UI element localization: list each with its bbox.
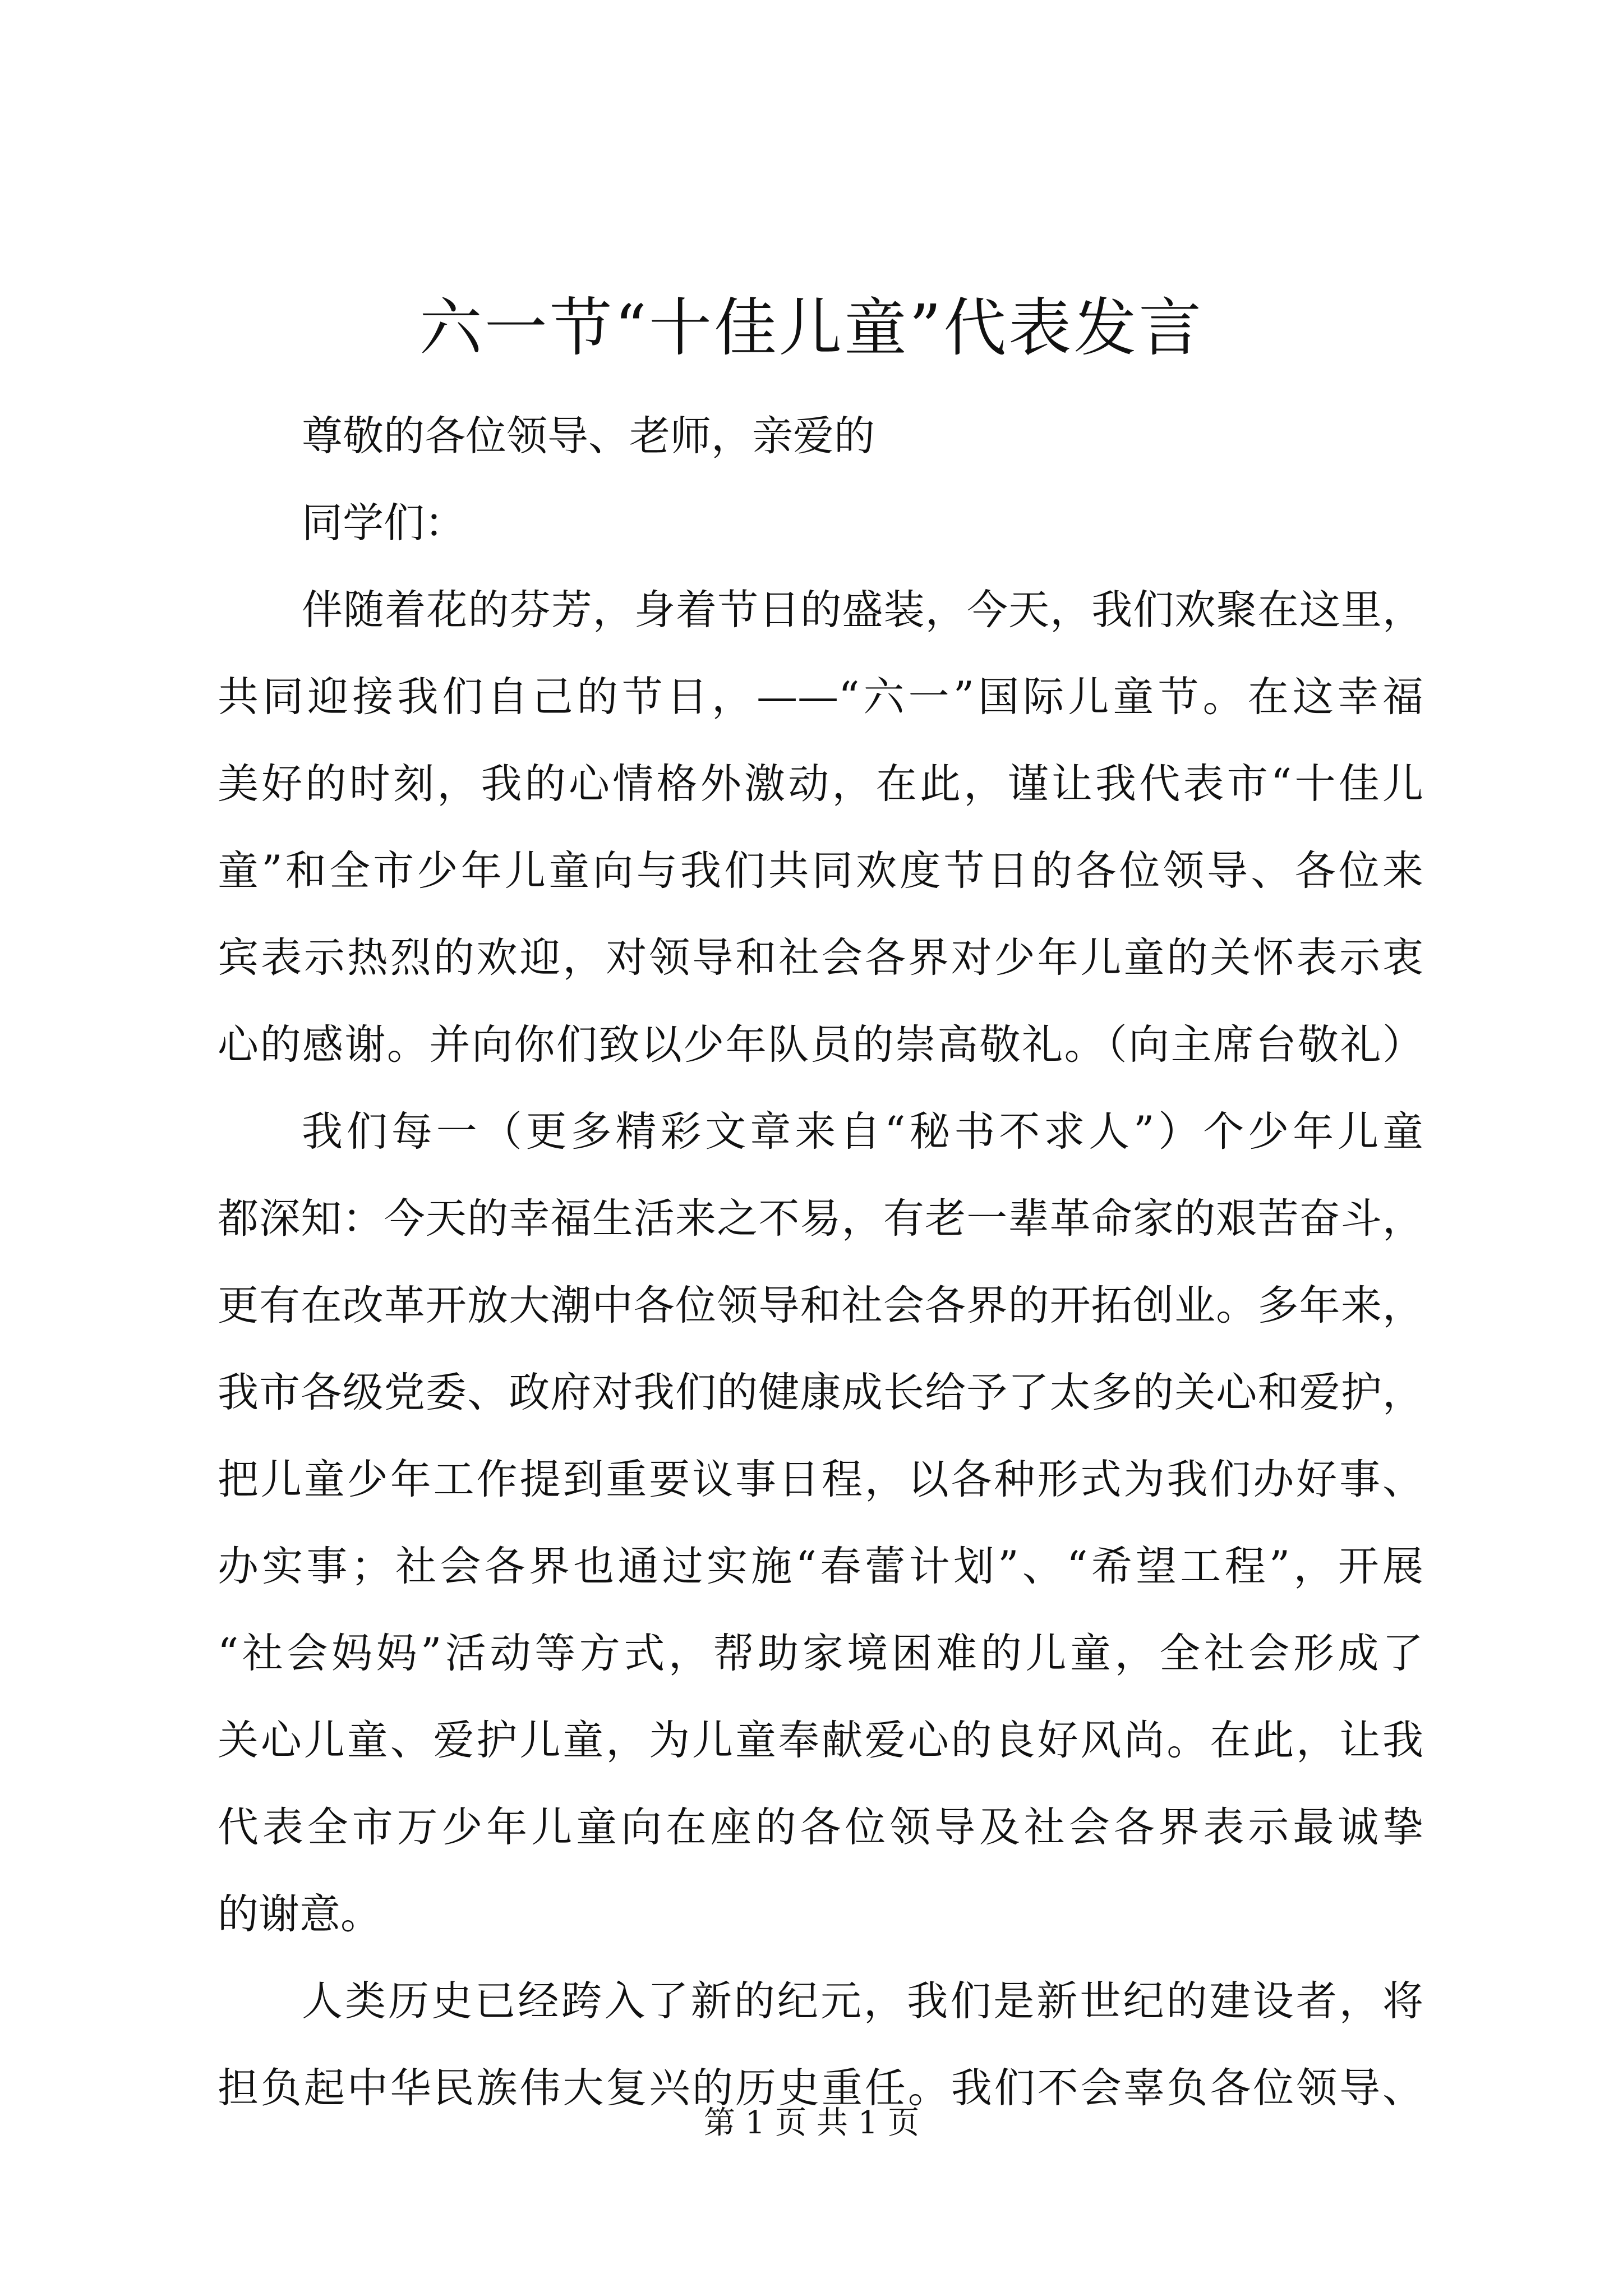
text-line: 共同迎接我们自己的节日，——“六一”国际儿童节。在这幸福 (218, 673, 1423, 721)
text-line: 我市各级党委、政府对我们的健康成长给予了太多的关心和爱护， (218, 1369, 1423, 1416)
paragraph-1 (218, 567, 1423, 1088)
text-line: 我们每一（更多精彩文章来自“秘书不求人”）个少年儿童 (302, 1108, 1423, 1156)
document-title: 六一节“十佳儿童”代表发言 (419, 292, 1204, 365)
salutation-line: 尊敬的各位领导、老师，亲爱的 (302, 412, 875, 460)
page-footer: 第 1 页 共 1 页 (703, 2105, 920, 2141)
text-line: 更有在改革开放大潮中各位领导和社会各界的开拓创业。多年来， (218, 1282, 1423, 1329)
text-line: 美好的时刻，我的心情格外激动，在此，谨让我代表市“十佳儿 (218, 760, 1423, 808)
text-line: 担负起中华民族伟大复兴的历史重任。我们不会辜负各位领导、 (218, 2064, 1423, 2112)
salutation-line: 同学们： (302, 499, 465, 547)
text-line: “社会妈妈”活动等方式，帮助家境困难的儿童，全社会形成了 (218, 1630, 1423, 1677)
text-line: 代表全市万少年儿童向在座的各位领导及社会各界表示最诚挚 (218, 1803, 1423, 1851)
text-line: 的谢意。 (218, 1890, 381, 1938)
text-line: 都深知：今天的幸福生活来之不易，有老一辈革命家的艰苦奋斗， (218, 1195, 1423, 1243)
text-line: 宾表示热烈的欢迎，对领导和社会各界对少年儿童的关怀表示衷 (218, 934, 1423, 982)
document-body (218, 393, 1423, 2132)
text-line: 人类历史已经跨入了新的纪元，我们是新世纪的建设者，将 (302, 1977, 1423, 2025)
text-line: 童”和全市少年儿童向与我们共同欢度节日的各位领导、各位来 (218, 847, 1423, 895)
paragraph-2 (218, 1088, 1423, 1958)
text-line: 办实事；社会各界也通过实施“春蕾计划”、“希望工程”，开展 (218, 1543, 1423, 1590)
text-line: 伴随着花的芬芳，身着节日的盛装，今天，我们欢聚在这里， (302, 586, 1423, 634)
text-line: 关心儿童、爱护儿童，为儿童奉献爱心的良好风尚。在此，让我 (218, 1717, 1423, 1764)
text-line: 把儿童少年工作提到重要议事日程，以各种形式为我们办好事、 (218, 1456, 1423, 1503)
text-line: 心的感谢。并向你们致以少年队员的崇高敬礼。（向主席台敬礼） (218, 1021, 1423, 1069)
